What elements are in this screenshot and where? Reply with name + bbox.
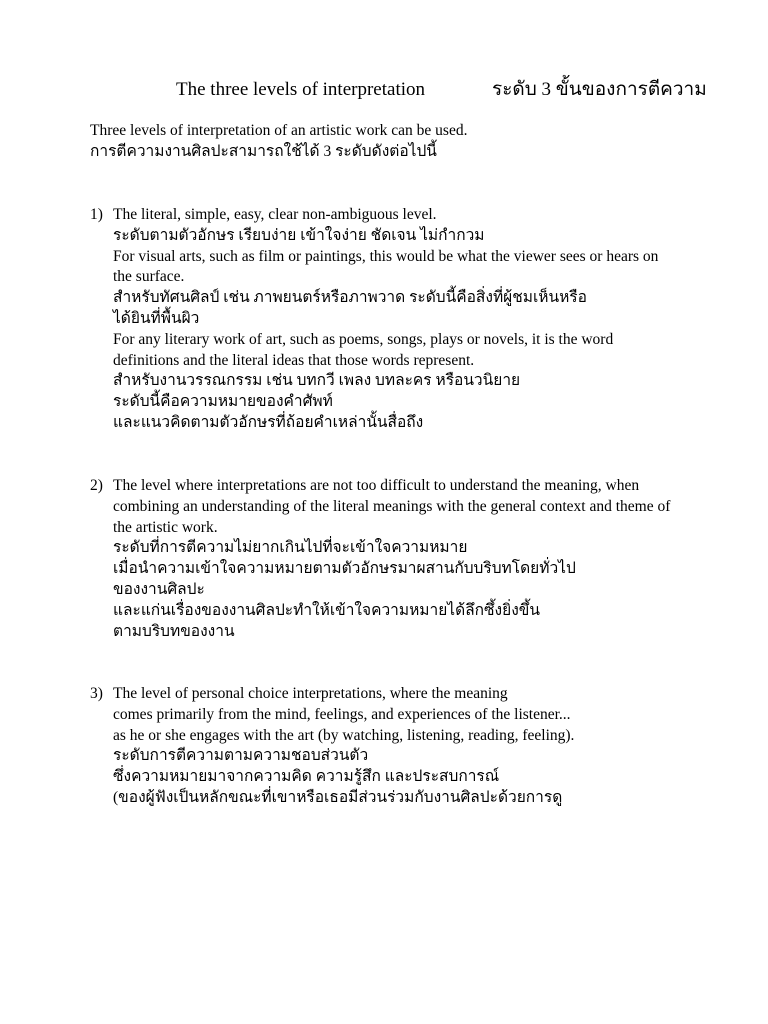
list-item-line: ระดับการตีความตามความชอบส่วนตัว <box>113 747 369 765</box>
list-item-line: For any literary work of art, such as poems, songs, plays or novels, it is the word definitions and the literal ideas that those words represent. <box>113 330 614 369</box>
list-item-body <box>113 205 680 434</box>
list-item-line: ตามบริบทของงาน <box>113 622 235 640</box>
list-item-number: 1) <box>90 206 103 223</box>
list-item <box>90 476 680 642</box>
list-item <box>90 684 680 809</box>
list-item-line: เมื่อนำความเข้าใจความหมายตามตัวอักษรมาผสานกับบริบทโดยทั่วไป <box>113 560 576 578</box>
list-item-line: ของงานศิลปะ <box>113 580 205 598</box>
list-item-body <box>113 476 680 642</box>
intro-paragraph <box>90 121 710 163</box>
list-item-line: as he or she engages with the art (by watching, listening, reading, feeling). <box>113 726 575 744</box>
list-item-line: ระดับนี้คือความหมายของคำศัพท์ <box>113 393 333 411</box>
list-item-line: ได้ยินที่พื้นผิว <box>113 309 200 327</box>
list-item-line: The literal, simple, easy, clear non-ambiguous level. <box>113 206 437 223</box>
intro-thai: การตีความงานศิลปะสามารถใช้ได้ 3 ระดับดังต่อไปนี้ <box>90 142 437 160</box>
title-thai: ระดับ 3 ขั้นของการตีความ <box>492 79 707 100</box>
page-title <box>176 78 707 104</box>
list-item-line: สำหรับงานวรรณกรรม เช่น บทกวี เพลง บทละคร หรือนวนิยาย <box>113 372 521 390</box>
list-item-line: comes primarily from the mind, feelings, and experiences of the listener... <box>113 705 571 723</box>
list-item-line: (ของผู้ฟังเป็นหลักขณะที่เขาหรือเธอมีส่วนร่วมกับงานศิลปะด้วยการดู <box>113 788 563 806</box>
list-item-line: ระดับที่การตีความไม่ยากเกินไปที่จะเข้าใจความหมาย <box>113 539 468 557</box>
list-item-line: ซึ่งความหมายมาจากความคิด ความรู้สึก และประสบการณ์ <box>113 768 500 786</box>
list-item-line: The level where interpretations are not too difficult to understand the meaning, when combining an understanding of the literal meanings with the general context and theme of the artistic work. <box>113 477 671 536</box>
list-item-line: ระดับตามตัวอักษร เรียบง่าย เข้าใจง่าย ชัดเจน ไม่กำกวม <box>113 226 485 244</box>
list-item-number: 2) <box>90 477 103 494</box>
list-item-line: For visual arts, such as film or paintings, this would be what the viewer sees or hears on the surface. <box>113 247 659 286</box>
list-item-line: และแก่นเรื่องของงานศิลปะทำให้เข้าใจความหมายได้ลึกซึ้งยิ่งขึ้น <box>113 601 540 619</box>
list-item-line: และแนวคิดตามตัวอักษรที่ถ้อยคำเหล่านั้นสื่อถึง <box>113 413 424 431</box>
intro-english: Three levels of interpretation of an artistic work can be used. <box>90 122 468 139</box>
title-english: The three levels of interpretation <box>176 79 426 100</box>
list-item-line: The level of personal choice interpretations, where the meaning <box>113 685 508 702</box>
list-item-line: สำหรับทัศนศิลป์ เช่น ภาพยนตร์หรือภาพวาด ระดับนี้คือสิ่งที่ผู้ชมเห็นหรือ <box>113 289 587 307</box>
list-item <box>90 205 680 434</box>
list-item-body <box>113 684 680 809</box>
list-item-number: 3) <box>90 685 103 702</box>
